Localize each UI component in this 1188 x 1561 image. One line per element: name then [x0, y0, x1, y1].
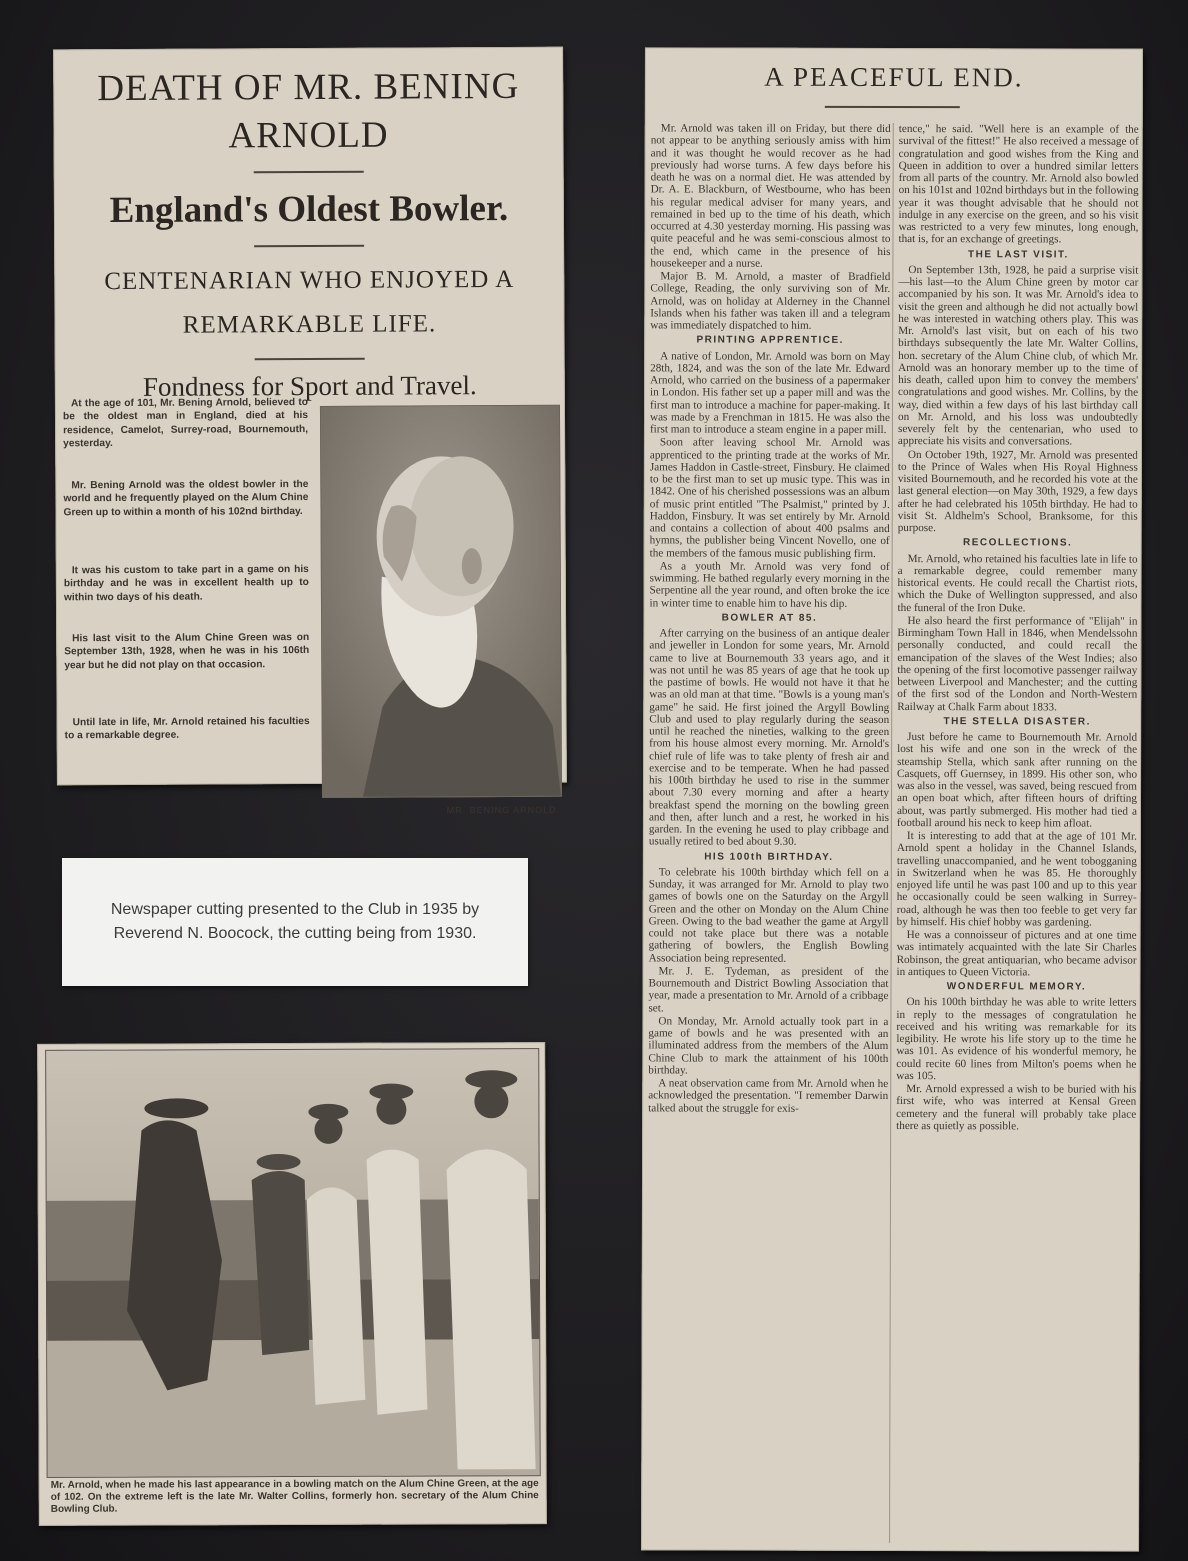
lead-paragraph: Mr. Bening Arnold was the oldest bowler in the world and he frequently played on the Alum Chine Green up to within a month of his 102nd birthday.: [63, 479, 309, 519]
bowling-match-photo: [45, 1048, 540, 1478]
article-paragraph: Mr. Arnold expressed a wish to be buried with his first wife, who was interred at Kensal Green cemetery and the funeral will probably take place there as quietly as possible.: [896, 1083, 1137, 1133]
subheadline: England's Oldest Bowler.: [109, 187, 509, 232]
article-subheading: RECOLLECTIONS.: [962, 537, 1073, 549]
article-subheading: BOWLER AT 85.: [721, 612, 818, 624]
portrait-illustration: [321, 406, 561, 797]
deck-line2: REMARKABLE LIFE.: [182, 310, 437, 339]
article-paragraph: To celebrate his 100th birthday which fell on a Sunday, it was arranged for Mr. Arnold to play two games of bowls one on the Saturday on the Argyll Green and the other on Monday on the Alum Chine Green. Owing to the bad weather the game at Argyll could not take place but there was a notable gathering of bowlers, the English Bowling Association being represented.: [648, 866, 889, 965]
article-paragraph: On October 19th, 1927, Mr. Arnold was presented to the Prince of Wales when His Royal Highness visited Bournemouth, and he recorded his vote at the last general election—on May 30th, 1929, a few days after he had celebrated his 105th birthday. He had to visit St. Aldhelm's School, Branksome, for this purpose.: [897, 448, 1138, 535]
deck-small: Fondness for Sport and Travel.: [142, 370, 477, 402]
obituary-clipping: [53, 47, 567, 816]
article-paragraph: Mr. Arnold was taken ill on Friday, but there did not appear to be anything seriously amiss with him and it was thought he would recover as he had previously had worse turns. A few days before his death he was on a normal diet. He was attended by Dr. A. E. Blackburn, of Westbourne, who has been his regular medical adviser for many years, and remained in bed up to the time of his death, which occurred at 4.30 yesterday morning. His passing was quite peaceful and he was semi-conscious almost to the end, which came in the presence of his housekeeper and a nurse.: [650, 122, 891, 270]
article-title-rule: [825, 106, 960, 108]
article-subheading: THE LAST VISIT.: [967, 248, 1069, 260]
bowling-illustration: [46, 1049, 539, 1477]
article-subheading: PRINTING APPRENTICE.: [696, 334, 844, 347]
article-paragraph: After carrying on the business of an antique dealer and jeweller in London for some years, Mr. Arnold came to live at Bournemouth 33 years ago, and it was not until he was 85 years of age that he took up the pastime of bowls. He would not have it that he was an old man at that time. "Bowls is a young man's game" he said. He first joined the Argyll Bowling Club and used to play regularly during the season until he reached the nineties, walking to the green from his house almost every morning. Mr. Arnold's chief rule of life was to take plenty of fresh air and exercise and to be temperate. When he had passed his 100th birthday he used to rise in the summer about 7.30 every morning and after a hearty breakfast spend the morning on the bowling green and then, after lunch and a rest, he worked in his garden. In the evening he used to play cribbage and usually retired to bed about 9.30.: [648, 627, 890, 849]
article-paragraph: Mr. Arnold, who retained his faculties late in life to a remarkable degree, could remember many historical events. He could recall the Chartist riots, which the Duke of Wellington suppressed, and also the funeral of the Iron Duke.: [897, 552, 1138, 614]
article-subheading: THE STELLA DISASTER.: [943, 715, 1091, 728]
article-paragraph: On his 100th birthday he was able to write letters in reply to the messages of congratulation he received and his writing was remarkable for its legibility. He wrote his life story up to the time he was 101. As evidence of his wonderful memory, he could recite 60 lines from Milton's poems when he was 105.: [896, 996, 1137, 1082]
headline-rule: [254, 171, 364, 174]
deck-line1: CENTENARIAN WHO ENJOYED A: [104, 265, 515, 296]
article-paragraph: He was a connoisseur of pictures and at one time was intimately acquainted with the late Sir Charles Robinson, the great antiquarian, who became advisor in antiques to Queen Victoria.: [896, 929, 1137, 979]
article-subheading: WONDERFUL MEMORY.: [946, 981, 1087, 993]
subheadline-rule: [254, 245, 364, 248]
note-text: [62, 898, 528, 946]
headline-line2: ARNOLD: [228, 114, 389, 157]
lead-paragraph: Until late in life, Mr. Arnold retained his faculties to a remarkable degree.: [64, 716, 310, 742]
article-clipping: [641, 47, 1143, 1551]
article-paragraph: Soon after leaving school Mr. Arnold was apprenticed to the printing trade at the works of Mr. James Haddon in Castle-street, Finsbury. He claimed to be the first man to set up music type. This was in 1842. One of his cherished possessions was an album of music print entitled "The Psalmist," printed by J. Haddon, Finsbury. It was set entirely by Mr. Arnold and contains a collection of about 400 psalms and hymns, the publisher being Vincent Novello, one of the members of the famous music publishing firm.: [649, 436, 890, 560]
headline-line1: DEATH OF MR. BENING: [97, 65, 520, 110]
article-column-left: [647, 122, 891, 1543]
article-paragraph: On Monday, Mr. Arnold actually took part in a game of bowls and he was presented with an illuminated address from the members of the Alum Chine Club to mark the attainment of his 100th birthday.: [648, 1015, 889, 1077]
lead-paragraph: It was his custom to take part in a game on his birthday and he was in excellent health up to within two days of his death.: [63, 564, 309, 604]
lead-paragraph: His last visit to the Alum Chine Green was on September 13th, 1928, when he was in his 106th year but he did not play on that occasion.: [64, 632, 310, 672]
article-paragraph: It is interesting to add that at the age of 101 Mr. Arnold spent a holiday in the Channel Islands, travelling unaccompanied, and he went tobogganing in Switzerland when he was 85. He thoroughly enjoyed life until he was past 100 and up to this year he occasionally could be seen walking in Surrey-road, although he was then too feeble to get very far by himself. His chief hobby was gardening.: [896, 830, 1137, 929]
article-paragraph: A neat observation came from Mr. Arnold when he acknowledged the presentation. "I remember Darwin talked about the struggle for exis-: [648, 1077, 889, 1115]
presentation-note-card: [62, 858, 528, 986]
article-subheading: HIS 100th BIRTHDAY.: [704, 851, 834, 863]
article-column-right: [895, 123, 1139, 1544]
article-paragraph: Major B. M. Arnold, a master of Bradfield College, Reading, the only surviving son of Mr. Arnold, was on holiday at Alderney in the Channel Islands when his father was taken ill and a telegram was immediately dispatched to him.: [650, 270, 891, 332]
deck-rule: [255, 358, 365, 361]
bowling-photo-clipping: [37, 1042, 547, 1526]
article-paragraph: tence," he said. "Well here is an example of the survival of the fittest!" He also received a message of congratulation and good wishes from the King and Queen in addition to over a hundred similar letters from all parts of the country. Mr. Arnold also bowled on his 101st and 102nd birthdays but in the following year it was thought advisable that he should not indulge in any exercise on the green, and so his visit was restricted to a very few minutes, long enough, that is, for an exchange of greetings.: [898, 123, 1139, 246]
article-paragraph: A native of London, Mr. Arnold was born on May 28th, 1824, and was the son of the late Mr. Edward Arnold, who carried on the business of a papermaker in London. His father set up a paper mill and was the first man to introduce a machine for paper-making. It was made by a Frenchman in 1815. He was also the first man to introduce a steam engine in a paper mill.: [649, 349, 891, 436]
lead-paragraph: At the age of 101, Mr. Bening Arnold, believed to be the oldest man in England, died at his residence, Camelot, Surrey-road, Bournemouth, yesterday.: [62, 397, 309, 450]
portrait-photo: [320, 405, 562, 798]
note-line1: Newspaper cutting presented to the Club in 1935 by: [110, 901, 480, 918]
article-paragraph: He also heard the first performance of "Elijah" in Birmingham Town Hall in 1846, when Mendelssohn personally conducted, and could recall the emancipation of the slaves of the West Indies; also the opening of the first locomotive passenger railway between Liverpool and Manchester; and the cutting of the first sod of the London and North-Western Railway at Chalk Farm about 1833.: [897, 614, 1138, 713]
note-line2: Reverend N. Boocock, the cutting being from 1930.: [113, 925, 477, 942]
bowling-photo-caption: Mr. Arnold, when he made his last appearance in a bowling match on the Alum Chine Green, at the age of 102. On the extreme left is the late Mr. Walter Collins, formerly hon. secretary of the Alum Chine Bowling Club.: [50, 1478, 539, 1515]
article-paragraph: Mr. J. E. Tydeman, as president of the Bournemouth and District Bowling Association that year, made a presentation to Mr. Arnold of a cribbage set.: [648, 965, 889, 1014]
article-paragraph: Just before he came to Bournemouth Mr. Arnold lost his wife and one son in the wreck of the steamship Stella, which sank after running on the Casquets, off Guernsey, in 1899. His other son, who was also in the vessel, was saved, being rescued from an open boat which, after fifteen hours of drifting about, was partly submerged. His mother had tied a football around his neck to keep him afloat.: [896, 731, 1138, 830]
portrait-caption: MR. BENING ARNOLD.: [446, 804, 561, 816]
article-paragraph: On September 13th, 1928, he paid a surprise visit—his last—to the Alum Chine green by motor car accompanied by his son. It was Mr. Arnold's idea to visit the green and although he did not actually bowl he was interested in watching others play. This was Mr. Arnold's last visit, but on each of his two birthdays subsequently the late Mr. Walter Collins, hon. secretary of the Alum Chine club, of which Mr. Arnold was an honorary member up to the time of his death, called upon him to convey the members' congratulations and good wishes. Mr. Collins, by the way, died within a few days of his last birthday call on Mr. Arnold, and his loss was undoubtedly severely felt by the centenarian, who used to appreciate his visits and conversations.: [897, 263, 1139, 448]
article-paragraph: As a youth Mr. Arnold was very fond of swimming. He bathed regularly every morning in the Serpentine all the year round, and often broke the ice in winter time to enable him to have his dip.: [649, 560, 890, 610]
article-title: A PEACEFUL END.: [764, 61, 1024, 93]
